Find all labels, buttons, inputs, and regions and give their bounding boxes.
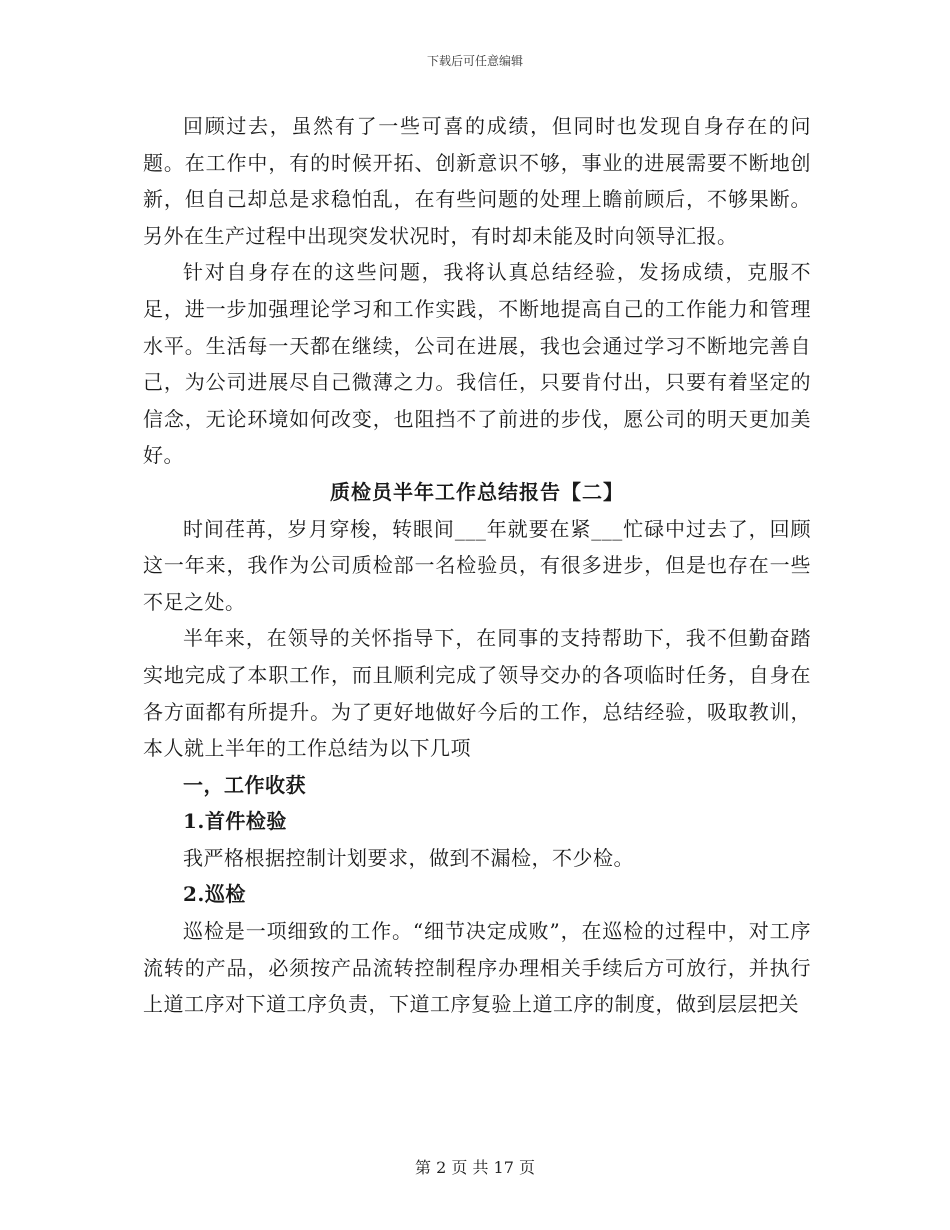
paragraph-time: 时间荏苒，岁月穿梭，转眼间___年就要在紧___忙碌中过去了，回顾这一年来，我作为公司质检部一名检验员，有很多进步，但是也存在一些不足之处。 bbox=[143, 516, 811, 614]
paragraph-first-article: 我严格根据控制计划要求，做到不漏检，不少检。 bbox=[183, 845, 634, 870]
page-footer-number: 第 2 页 共 17 页 bbox=[415, 1158, 535, 1177]
subheading-work-gains: 一，工作收获 bbox=[183, 772, 306, 797]
page-header-note: 下载后可任意编辑 bbox=[426, 54, 523, 68]
subheading-first-article-inspection: 1.首件检验 bbox=[183, 809, 287, 834]
subheading-patrol-inspection: 2.巡检 bbox=[183, 882, 246, 907]
paragraph-patrol: 巡检是一项细致的工作。“细节决定成败”，在巡检的过程中，对工序流转的产品，必须按产品流转控制程序办理相关手续后方可放行，并执行上道工序对下道工序负责，下道工序复验上道工序的制度，做到层层把关 bbox=[143, 919, 811, 1017]
paragraph-improvement: 针对自身存在的这些问题，我将认真总结经验，发扬成绩，克服不足，进一步加强理论学习和工作实践，不断地提高自己的工作能力和管理水平。生活每一天都在继续，公司在进展，我也会通过学习不断地完善自己，为公司进展尽自己微薄之力。我信任，只要肯付出，只要有着坚定的信念，无论环境如何改变，也阻挡不了前进的步伐，愿公司的明天更加美好。 bbox=[143, 260, 811, 468]
document-body bbox=[143, 108, 811, 1023]
paragraph-review: 回顾过去，虽然有了一些可喜的成绩，但同时也发现自身存在的问题。在工作中，有的时候开拓、创新意识不够，事业的进展需要不断地创新，但自己却总是求稳怕乱，在有些问题的处理上瞻前顾后，不够果断。另外在生产过程中出现突发状况时，有时却未能及时向领导汇报。 bbox=[143, 114, 811, 248]
paragraph-half-year: 半年来，在领导的关怀指导下，在同事的支持帮助下，我不但勤奋踏实地完成了本职工作，而且顺利完成了领导交办的各项临时任务，自身在各方面都有所提升。为了更好地做好今后的工作，总结经验，吸取教训，本人就上半年的工作总结为以下几项 bbox=[143, 626, 811, 761]
section-title-report-two: 质检员半年工作总结报告【二】 bbox=[330, 479, 624, 504]
